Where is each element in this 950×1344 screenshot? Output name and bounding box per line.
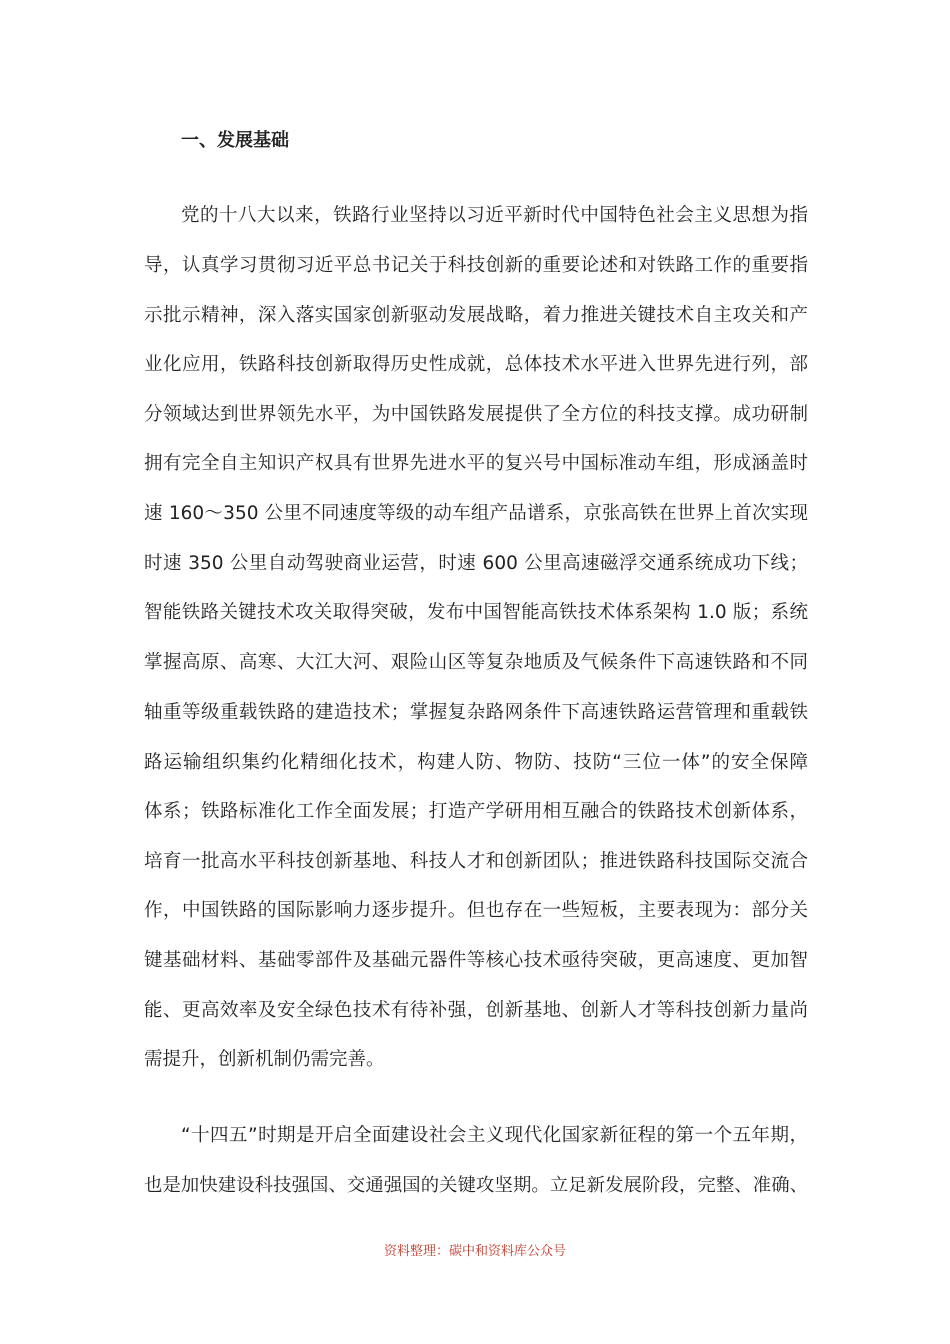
paragraph-line: 导，认真学习贯彻习近平总书记关于科技创新的重要论述和对铁路工作的重要指: [144, 255, 808, 276]
paragraph-line: 示批示精神，深入落实国家创新驱动发展战略，着力推进关键技术自主攻关和产: [144, 305, 808, 326]
paragraph-line: 业化应用，铁路科技创新取得历史性成就，总体技术水平进入世界先进行列，部: [144, 354, 808, 375]
paragraph-line: 路运输组织集约化精细化技术，构建人防、物防、技防“三位一体”的安全保障: [144, 752, 808, 773]
paragraph-line: 能、更高效率及安全绿色技术有待补强，创新基地、创新人才等科技创新力量尚: [144, 1000, 808, 1021]
paragraph-line: “十四五”时期是开启全面建设社会主义现代化国家新征程的第一个五年期，: [181, 1125, 808, 1146]
footer-source-note: 资料整理：碳中和资料库公众号: [383, 1244, 566, 1259]
paragraph-line: 拥有完全自主知识产权具有世界先进水平的复兴号中国标准动车组，形成涵盖时: [144, 453, 808, 474]
paragraph-line: 掌握高原、高寒、大江大河、艰险山区等复杂地质及气候条件下高速铁路和不同: [144, 652, 808, 673]
paragraph-line: 轴重等级重载铁路的建造技术；掌握复杂路网条件下高速铁路运营管理和重载铁: [144, 702, 808, 723]
paragraph-line: 智能铁路关键技术攻关取得突破，发布中国智能高铁技术体系架构 1.0 版；系统: [144, 602, 808, 623]
paragraph-line: 党的十八大以来，铁路行业坚持以习近平新时代中国特色社会主义思想为指: [181, 205, 808, 226]
paragraph-line: 时速 350 公里自动驾驶商业运营，时速 600 公里高速磁浮交通系统成功下线；: [144, 553, 808, 574]
paragraph-line: 作，中国铁路的国际影响力逐步提升。但也存在一些短板，主要表现为：部分关: [144, 900, 808, 921]
paragraph-line: 分领域达到世界领先水平，为中国铁路发展提供了全方位的科技支撑。成功研制: [144, 404, 808, 425]
paragraph-line: 速 160～350 公里不同速度等级的动车组产品谱系，京张高铁在世界上首次实现: [144, 503, 808, 524]
paragraph-line: 需提升，创新机制仍需完善。: [144, 1049, 385, 1070]
section-heading: 一、发展基础: [181, 130, 289, 151]
paragraph-line: 培育一批高水平科技创新基地、科技人才和创新团队；推进铁路科技国际交流合: [144, 851, 808, 872]
paragraph-line: 体系；铁路标准化工作全面发展；打造产学研用相互融合的铁路技术创新体系，: [144, 801, 808, 822]
paragraph-line: 键基础材料、基础零部件及基础元器件等核心技术亟待突破，更高速度、更加智: [144, 950, 808, 971]
paragraph-line: 也是加快建设科技强国、交通强国的关键攻坚期。立足新发展阶段，完整、准确、: [144, 1175, 808, 1196]
